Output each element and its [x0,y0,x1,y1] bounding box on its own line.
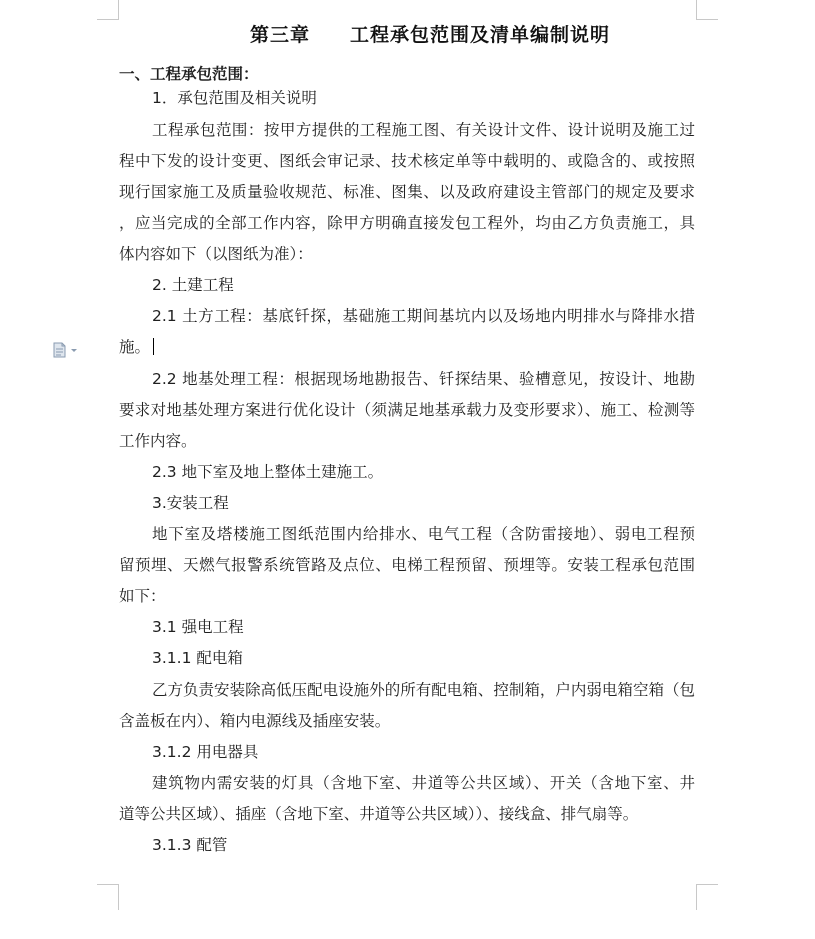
crop-mark [696,0,697,20]
paragraph-line: 要求对地基处理方案进行优化设计（须满足地基承载力及变形要求）、施工、检测等 [119,401,695,419]
paragraph-line: 地下室及塔楼施工图纸范围内给排水、电气工程（含防雷接地）、弱电工程预 [152,525,695,543]
paragraph-line: ，应当完成的全部工作内容，除甲方明确直接发包工程外，均由乙方负责施工，具 [119,214,695,232]
chapter-title: 第三章 工程承包范围及清单编制说明 [249,24,610,46]
paragraph-line: 2.1 土方工程：基底钎探，基础施工期间基坑内以及场地内明排水与降排水措 [152,307,695,325]
paragraph-line: 乙方负责安装除高低压配电设施外的所有配电箱、控制箱，户内弱电箱空箱（包 [152,681,695,699]
subsection-heading: 3.安装工程 [152,494,229,512]
crop-mark [696,884,697,910]
paragraph-line: 2.2 地基处理工程：根据现场地勘报告、钎探结果、验槽意见，按设计、地勘 [152,370,695,388]
section-heading: 一、工程承包范围： [119,65,259,83]
crop-mark [696,884,718,885]
subsection-heading: 1．承包范围及相关说明 [152,89,317,107]
paragraph-line: 如下： [119,587,166,605]
paragraph-line: 道等公共区域）、插座（含地下室、井道等公共区域））、接线盒、排气扇等。 [119,805,639,823]
paragraph-line: 留预埋、天燃气报警系统管路及点位、电梯工程预留、预埋等。安装工程承包范围 [119,556,695,574]
text-cursor [153,338,154,355]
subsection-heading: 3.1.1 配电箱 [152,649,243,667]
paragraph-line: 施。 [119,338,151,356]
paragraph-line: 现行国家施工及质量验收规范、标准、图集、以及政府建设主管部门的规定及要求 [119,183,695,201]
subsection-heading: 3.1 强电工程 [152,618,244,636]
paragraph-line: 工程承包范围：按甲方提供的工程施工图、有关设计文件、设计说明及施工过 [152,121,695,139]
subsection-heading: 2.3 地下室及地上整体土建施工。 [152,463,384,481]
subsection-heading: 3.1.3 配管 [152,836,228,854]
subsection-heading: 3.1.2 用电器具 [152,743,259,761]
paragraph-line-with-cursor[interactable] [119,337,154,357]
subsection-heading: 2. 土建工程 [152,276,234,294]
crop-mark [118,884,119,910]
paragraph-line: 建筑物内需安装的灯具（含地下室、井道等公共区域）、开关（含地下室、井 [152,774,695,792]
paragraph-line: 工作内容。 [119,432,197,450]
paragraph-line: 程中下发的设计变更、图纸会审记录、技术核定单等中载明的、或隐含的、或按照 [119,152,695,170]
crop-mark [118,0,119,20]
paragraph-line: 体内容如下（以图纸为准）： [119,245,313,263]
document-outline-icon[interactable] [52,342,82,358]
crop-mark [97,884,119,885]
paragraph-line: 含盖板在内）、箱内电源线及插座安装。 [119,712,391,730]
